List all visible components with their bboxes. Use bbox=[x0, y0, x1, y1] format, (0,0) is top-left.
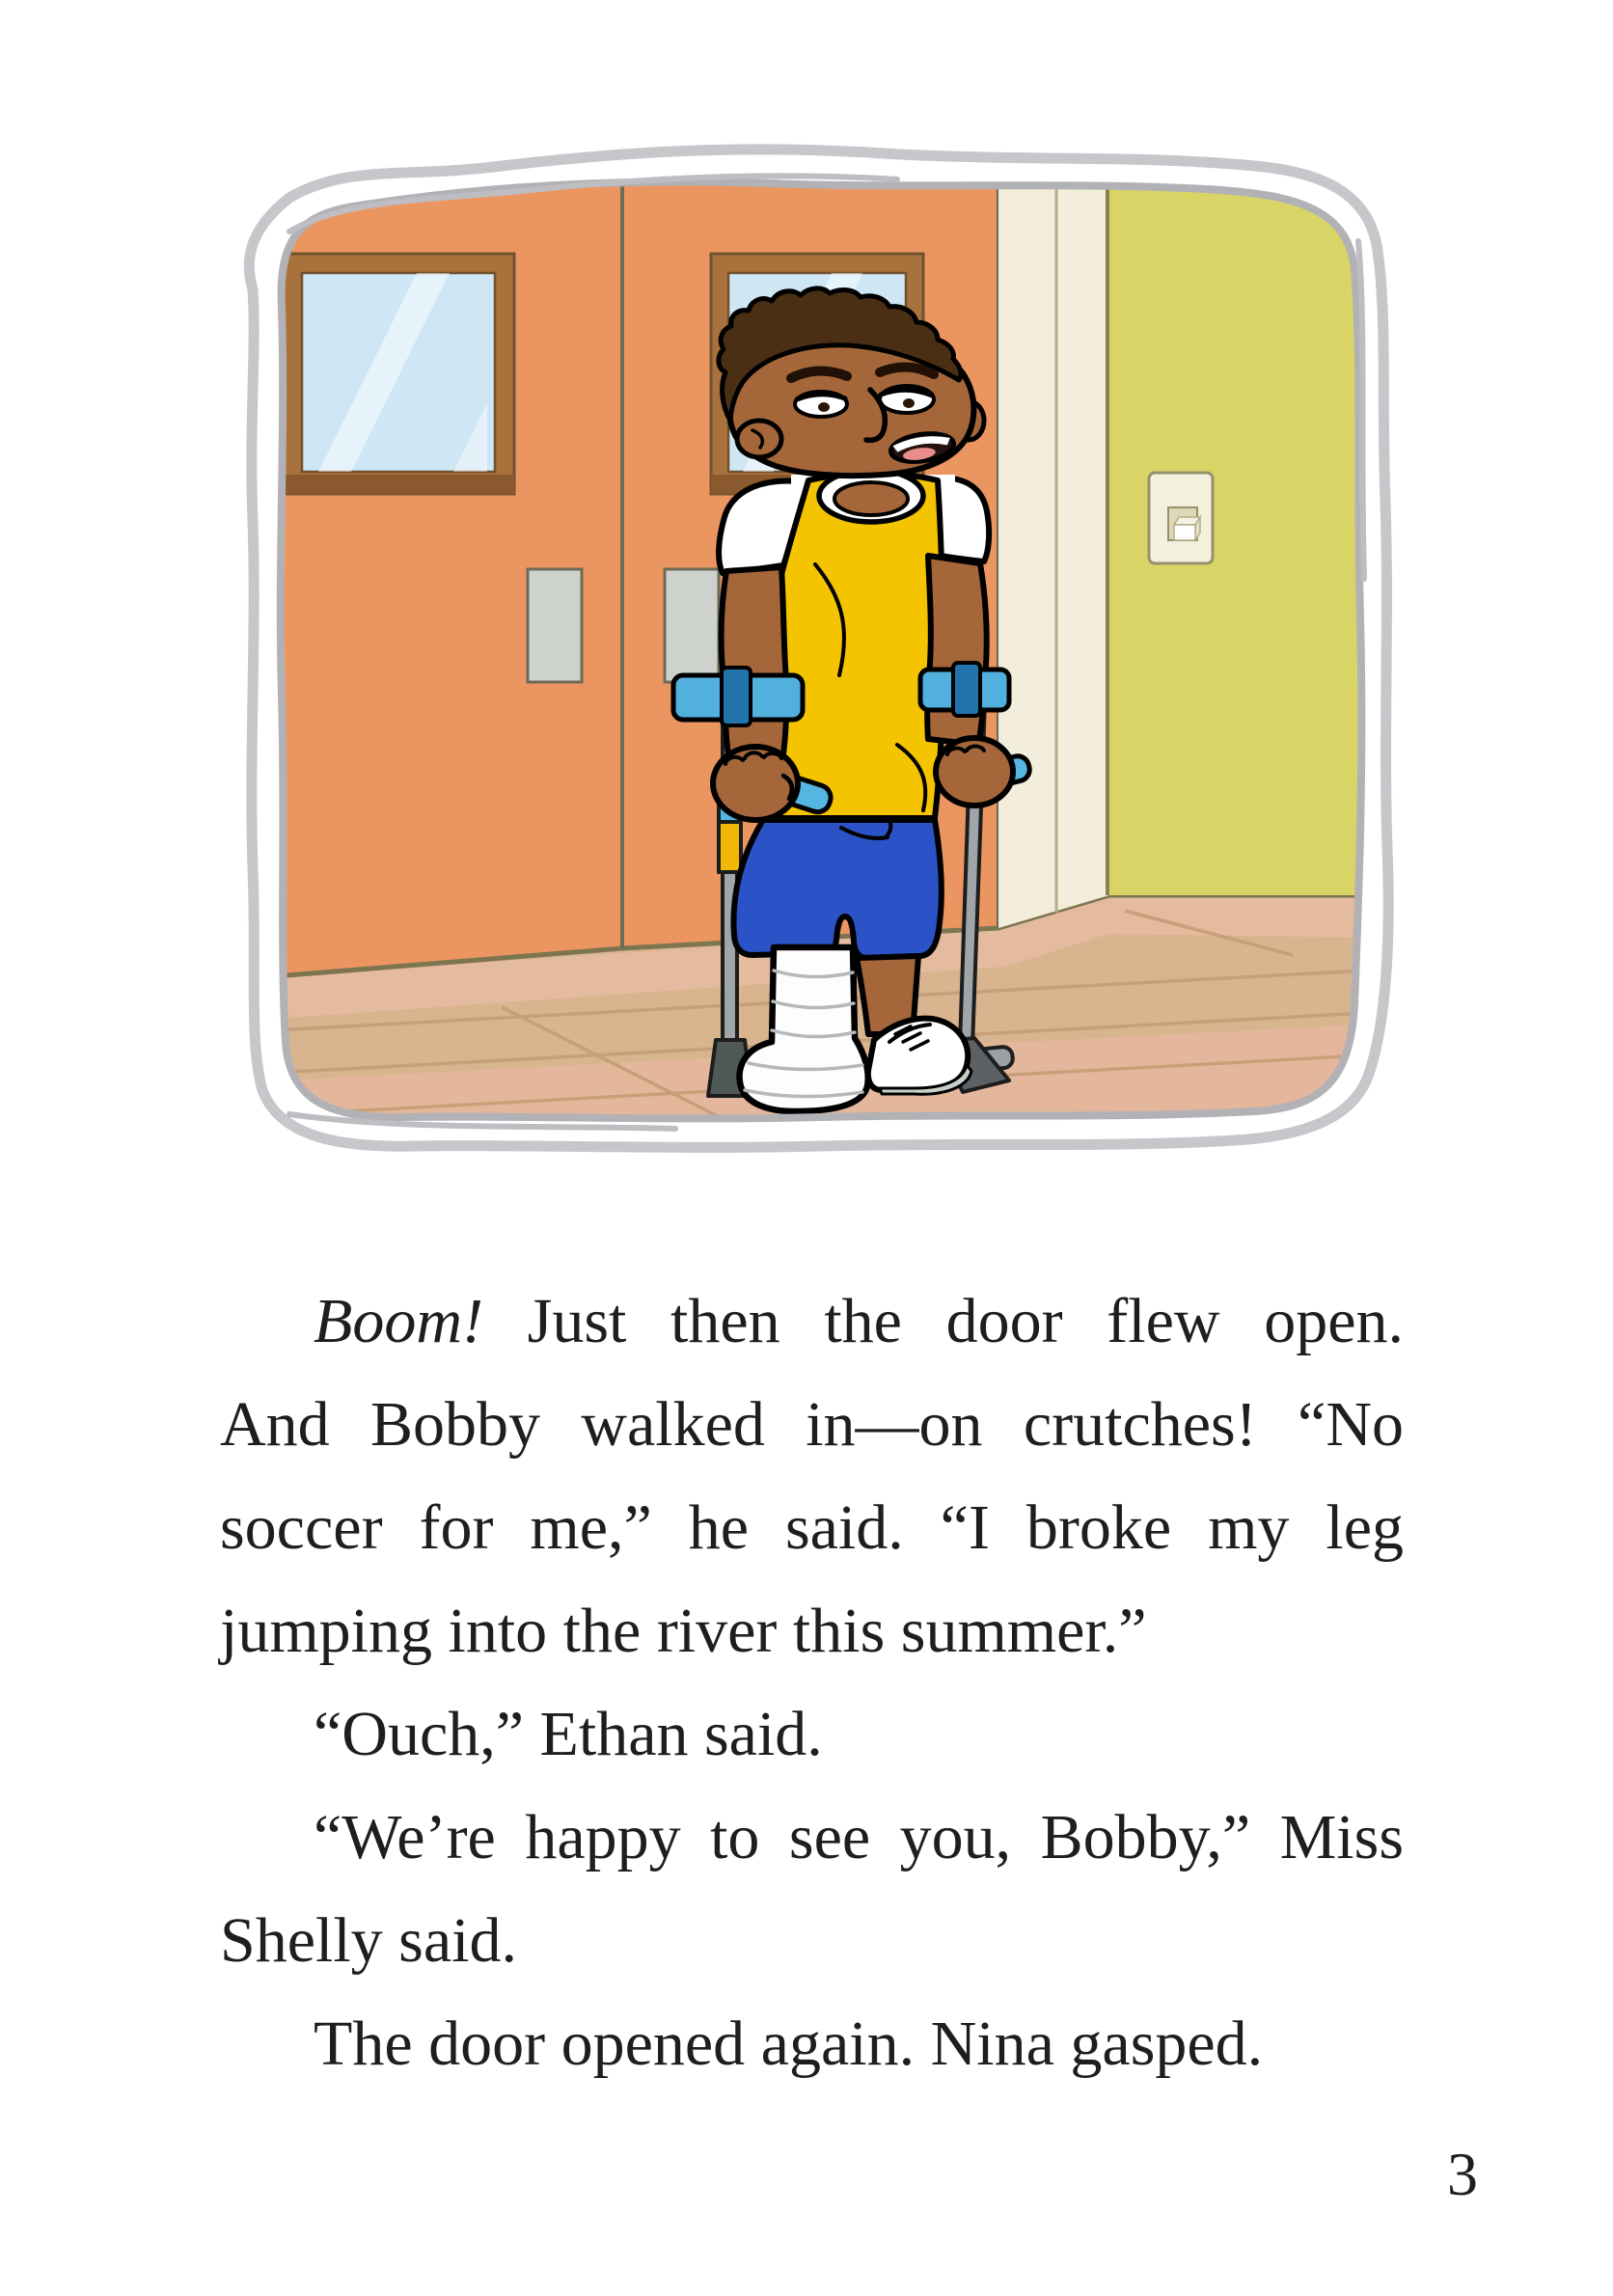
story-line: Shelly said. bbox=[220, 1905, 517, 1976]
story-line: soccer for me,” he said. “I broke my leg bbox=[220, 1492, 1404, 1563]
story-line: The door opened again. Nina gasped. bbox=[314, 2009, 1264, 2079]
story-line: “We’re happy to see you, Bobby,” Miss bbox=[314, 1802, 1404, 1872]
left-door-window bbox=[283, 254, 514, 494]
left-door-push-plate bbox=[528, 569, 582, 682]
story-line: And Bobby walked in—on crutches! “No bbox=[220, 1389, 1404, 1460]
story-text bbox=[220, 1270, 1404, 2095]
page-number: 3 bbox=[1447, 2140, 1478, 2208]
hallway-illustration bbox=[217, 135, 1404, 1162]
story-line: Boom! Just then the door flew open. bbox=[314, 1286, 1404, 1356]
left-ear bbox=[737, 421, 781, 457]
shorts bbox=[733, 820, 941, 958]
story-line: “Ouch,” Ethan said. bbox=[314, 1699, 823, 1769]
right-door-push-plate bbox=[665, 569, 719, 682]
light-switch bbox=[1149, 473, 1213, 563]
door-jamb bbox=[998, 178, 1109, 928]
sneaker bbox=[868, 1019, 971, 1095]
story-line: jumping into the river this summer.” bbox=[220, 1596, 1147, 1666]
